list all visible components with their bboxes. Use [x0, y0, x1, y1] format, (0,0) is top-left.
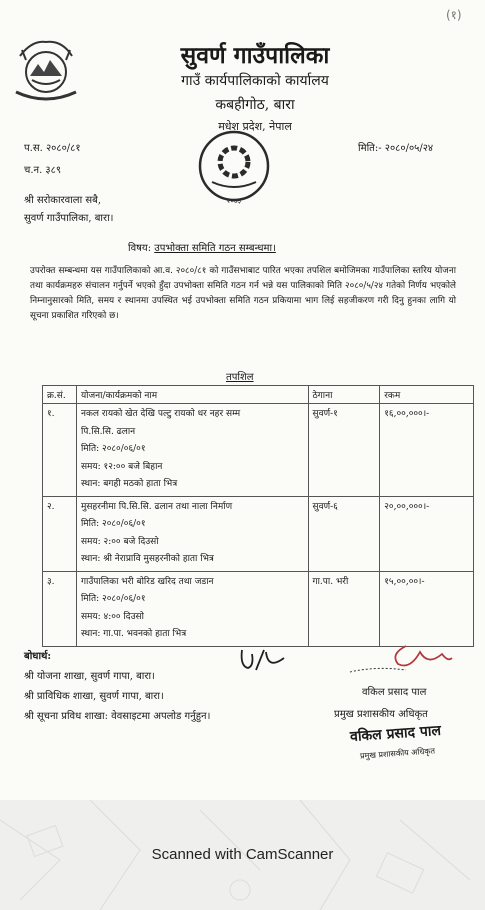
corner-page-mark: (१) [446, 8, 462, 22]
bodharth-item: श्री सूचना प्रविध शाखा: वेवसाइटमा अपलोड गर्नुहुन। [24, 711, 211, 722]
table-row [43, 404, 474, 497]
row-project [76, 571, 308, 646]
recipient-line-1: श्री सरोकारवाला सबै, [24, 195, 101, 206]
subject-label: विषय: [128, 243, 152, 254]
row-line: स्थान: बगही मठको हाता भित्र [80, 479, 178, 489]
dispatch-number: च.न. ३८९ [24, 165, 62, 176]
signature-stamp-designation: प्रमुख प्रशासकीय अधिकृत [359, 746, 436, 761]
office-stamp-icon [196, 128, 272, 206]
row-line: नकल रायको खेत देखि पल्टु रायको धर नहर सम्म [80, 409, 241, 419]
row-amount: २०,००,०००।- [380, 496, 474, 571]
camscanner-label: Scanned with CamScanner [151, 846, 334, 863]
row-line: समय: ४:०० दिउसो [80, 611, 144, 622]
bodharth-item: श्री प्राविधिक शाखा, सुवर्ण गापा, बारा। [24, 691, 164, 702]
recipient-line-2: सुवर्ण गाउँपालिका, बारा। [24, 213, 114, 224]
row-sn: ३. [43, 571, 77, 646]
subject-line [128, 240, 276, 254]
col-header-address: ठेगाना [308, 386, 380, 404]
stamp-year: २०७३ [226, 197, 242, 205]
province-line: मधेश प्रदेश, नेपाल [218, 120, 292, 133]
bodharth-title: बोधार्थ: [24, 651, 52, 662]
col-header-amount: रकम [380, 386, 474, 404]
table-row [43, 571, 474, 646]
nepal-emblem-icon [12, 36, 80, 106]
signature-scrawl-icon [346, 640, 456, 686]
handwritten-initial-icon [238, 644, 288, 674]
camscanner-footer [0, 800, 485, 910]
letter-date: मिति:- २०८०/०५/२४ [358, 143, 434, 154]
row-project [76, 404, 308, 497]
row-line: समय: १२:०० बजे बिहान [80, 461, 163, 472]
notice-body: उपरोक्त सम्बन्धमा यस गाउँपालिकाको आ.व. २०८०/८१ को गाउँसभाबाट पारित भएका तपशिल बमोजिमका गाउँपालिका स्तरिय योजना तथा कार्यक्रमहरु संचालन गर्नुपर्ने भएको हुँदा उपभोक्ता समिति गठन गर्न भन्ने यस पालिकाको मिति २०८०/५/२४ गतेको निर्णय भएकोले निम्नानुसारको मिति, समय र स्थानमा उपस्थित भई उपभोक्ता समिति गठन प्रकियामा भाग लिई सहजीकरण गरी दिनु हुनका लागि यो सूचना प्रकाशित गरिएको छ। [30, 266, 456, 321]
signatory-name: वकिल प्रसाद पाल [362, 687, 427, 698]
table-row [43, 496, 474, 571]
row-sn: २. [43, 496, 77, 571]
row-line: मिति: २०८०/०६/०१ [80, 519, 146, 529]
row-line: मिति: २०८०/०६/०१ [80, 444, 146, 454]
office-name: गाउँ कार्यपालिकाको कार्यालय [181, 73, 329, 89]
signatory-designation: प्रमुख प्रशासकीय अधिकृत [334, 709, 428, 720]
row-line: मिति: २०८०/०६/०१ [80, 594, 146, 604]
row-ward: सुवर्ण-१ [308, 404, 380, 497]
schedule-table [42, 385, 474, 647]
row-sn: १. [43, 404, 77, 497]
office-location: कबहीगोठ, बारा [215, 97, 295, 113]
row-line: स्थान: गा.पा. भवनको हाता भित्र [80, 629, 187, 639]
col-header-sn: क्र.सं. [43, 386, 77, 404]
municipality-title: सुवर्ण गाउँपालिका [180, 42, 330, 69]
row-amount: १६,००,०००।- [380, 404, 474, 497]
row-line: समय: २:०० बजे दिउसो [80, 536, 159, 547]
row-project [76, 496, 308, 571]
row-line: स्थान: श्री नेराप्रावि मुसहरनीको हाता भित्र [80, 554, 214, 564]
schedule-title: तपशिल [226, 372, 254, 383]
row-line: पि.सि.सि. ढलान [80, 426, 136, 437]
subject-text: उपभोक्ता समिति गठन सम्बन्धमा। [154, 243, 276, 254]
fiscal-year: प.स. २०८०/८१ [24, 143, 81, 154]
bodharth-item: श्री योजना शाखा, सुवर्ण गापा, बारा। [24, 671, 155, 682]
row-line: मुसहरनीमा पि.सि.सि. ढलान तथा नाला निर्माण [80, 501, 233, 512]
col-header-project: योजना/कार्यक्रमको नाम [76, 386, 308, 404]
row-line: गाउँपालिका भरी बोरिड खरिद तथा जडान [80, 576, 214, 587]
table-header-row [43, 386, 474, 404]
signature-stamp-name: वकिल प्रसाद पाल [349, 722, 442, 746]
row-ward: सुवर्ण-६ [308, 496, 380, 571]
row-ward: गा.पा. भरी [308, 571, 380, 646]
row-amount: १५,००,००।- [380, 571, 474, 646]
